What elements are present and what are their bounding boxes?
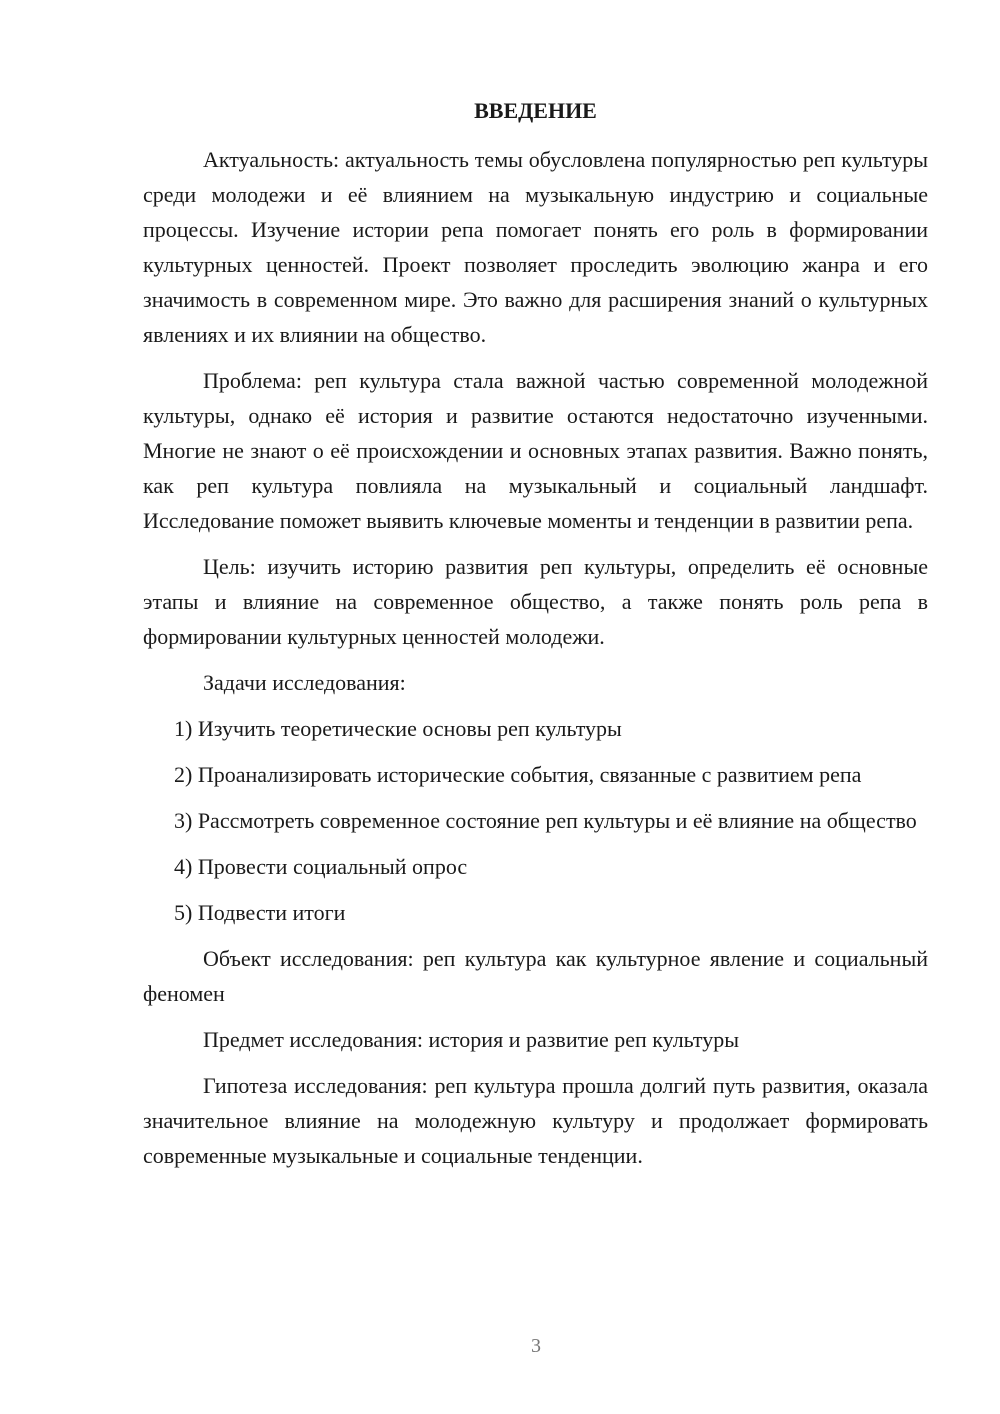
task-item-3: 3) Рассмотреть современное состояние реп культуры и её влияние на общество <box>174 808 917 833</box>
tasks-heading: Задачи исследования: <box>203 670 406 695</box>
task-item-5: 5) Подвести итоги <box>174 900 346 925</box>
section-heading: ВВЕДЕНИЕ <box>474 98 597 123</box>
task-item-2: 2) Проанализировать исторические события, связанные с развитием репа <box>174 762 862 787</box>
object-paragraph: Объект исследования: реп культура как культурное явление и социальный феномен <box>143 946 928 1006</box>
document-body <box>143 142 928 1184</box>
task-item-1: 1) Изучить теоретические основы реп культуры <box>174 716 622 741</box>
task-item-4: 4) Провести социальный опрос <box>174 854 468 879</box>
page-number: 3 <box>531 1335 541 1357</box>
problem-paragraph: Проблема: реп культура стала важной частью современной молодежной культуры, однако её история и развитие остаются недостаточно изученными. Многие не знают о её происхождении и основных этапах развития. Важно понять, как реп культура повлияла на музыкальный и социальный ландшафт. Исследование поможет выявить ключевые моменты и тенденции в развитии репа. <box>143 368 928 533</box>
goal-paragraph: Цель: изучить историю развития реп культуры, определить её основные этапы и влияние на современное общество, а также понять роль репа в формировании культурных ценностей молодежи. <box>143 554 928 649</box>
hypothesis-paragraph: Гипотеза исследования: реп культура прошла долгий путь развития, оказала значительное влияние на молодежную культуру и продолжает формировать современные музыкальные и социальные тенденции. <box>143 1073 928 1168</box>
subject-paragraph: Предмет исследования: история и развитие реп культуры <box>203 1027 739 1052</box>
relevance-paragraph: Актуальность: актуальность темы обусловлена популярностью реп культуры среди молодежи и её влиянием на музыкальную индустрию и социальные процессы. Изучение истории репа помогает понять его роль в формировании культурных ценностей. Проект позволяет проследить эволюцию жанра и его значимость в современном мире. Это важно для расширения знаний о культурных явлениях и их влиянии на общество. <box>143 147 928 347</box>
